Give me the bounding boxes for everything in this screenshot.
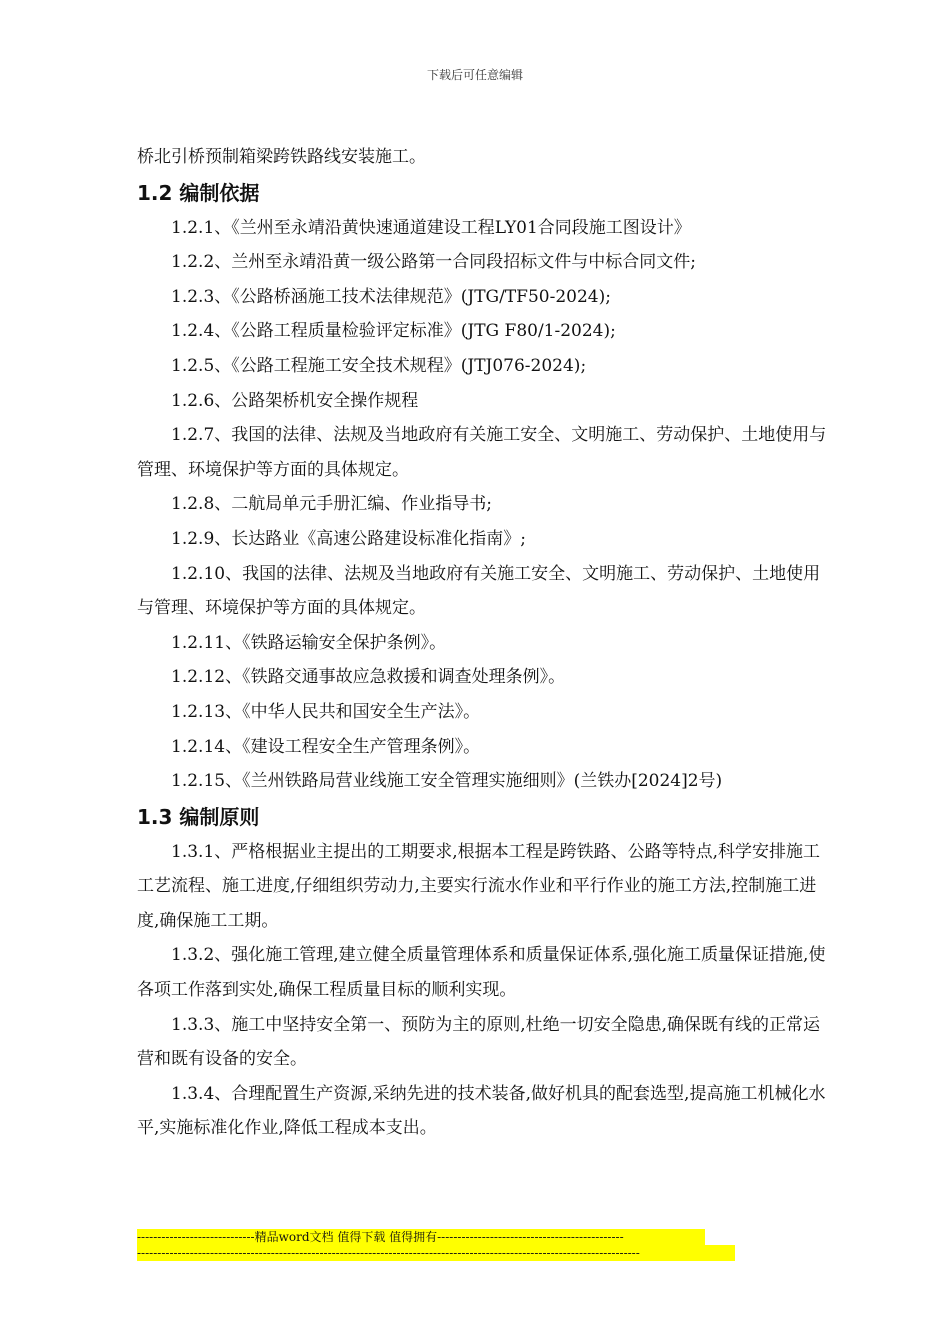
list-item: 1.3.2、强化施工管理,建立健全质量管理体系和质量保证体系,强化施工质量保证措施,使各项工作落到实处,确保工程质量目标的顺利实现。 xyxy=(137,945,826,1001)
list-item: 1.2.4、《公路工程质量检验评定标准》(JTG F80/1-2024); xyxy=(171,321,616,342)
footer-line-2: ---------------------------------------------------------------------------------------------------------------------------- xyxy=(137,1245,735,1261)
list-item: 1.2.7、我国的法律、法规及当地政府有关施工安全、文明施工、劳动保护、土地使用与管理、环境保护等方面的具体规定。 xyxy=(137,425,827,480)
page-header: 下载后可任意编辑 xyxy=(426,68,523,82)
list-item: 1.2.1、《兰州至永靖沿黄快速通道建设工程LY01合同段施工图设计》 xyxy=(171,217,691,238)
list-item: 1.2.3、《公路桥涵施工技术法律规范》(JTG/TF50-2024); xyxy=(171,286,611,307)
list-item: 1.3.1、严格根据业主提出的工期要求,根据本工程是跨铁路、公路等特点,科学安排施工工艺流程、施工进度,仔细组织劳动力,主要实行流水作业和平行作业的施工方法,控制施工进度,确保施工工期。 xyxy=(137,841,821,931)
list-item: 1.2.10、我国的法律、法规及当地政府有关施工安全、文明施工、劳动保护、土地使用与管理、环境保护等方面的具体规定。 xyxy=(137,563,821,619)
list-item: 1.3.4、合理配置生产资源,采纳先进的技术装备,做好机具的配套选型,提高施工机械化水平,实施标准化作业,降低工程成本支出。 xyxy=(137,1083,826,1139)
section-heading-1-3: 1.3 编制原则 xyxy=(137,804,260,829)
list-item: 1.2.11、《铁路运输安全保护条例》。 xyxy=(171,632,447,653)
list-item: 1.2.8、二航局单元手册汇编、作业指导书; xyxy=(171,494,492,515)
document-body xyxy=(137,140,827,1146)
list-item: 1.2.5、《公路工程施工安全技术规程》(JTJ076-2024); xyxy=(171,355,587,376)
list-item: 1.2.15、《兰州铁路局营业线施工安全管理实施细则》(兰铁办[2024]2号) xyxy=(171,771,723,792)
list-item: 1.2.6、公路架桥机安全操作规程 xyxy=(171,390,419,411)
list-item: 1.3.3、施工中坚持安全第一、预防为主的原则,杜绝一切安全隐患,确保既有线的正常运营和既有设备的安全。 xyxy=(137,1014,821,1070)
footer-line-1: -----------------------------精品word文档 值得下载 值得拥有---------------------------------------------- xyxy=(137,1229,705,1245)
list-item: 1.2.14、《建设工程安全生产管理条例》。 xyxy=(171,736,481,757)
list-item: 1.2.13、《中华人民共和国安全生产法》。 xyxy=(171,701,481,722)
page-footer xyxy=(137,1229,737,1261)
list-item: 1.2.12、《铁路交通事故应急救援和调查处理条例》。 xyxy=(171,667,566,688)
section-heading-1-2: 1.2 编制依据 xyxy=(137,180,260,205)
intro-paragraph: 桥北引桥预制箱梁跨铁路线安装施工。 xyxy=(137,147,426,167)
list-item: 1.2.2、兰州至永靖沿黄一级公路第一合同段招标文件与中标合同文件; xyxy=(171,252,696,273)
list-item: 1.2.9、长达路业《高速公路建设标准化指南》; xyxy=(171,528,526,549)
